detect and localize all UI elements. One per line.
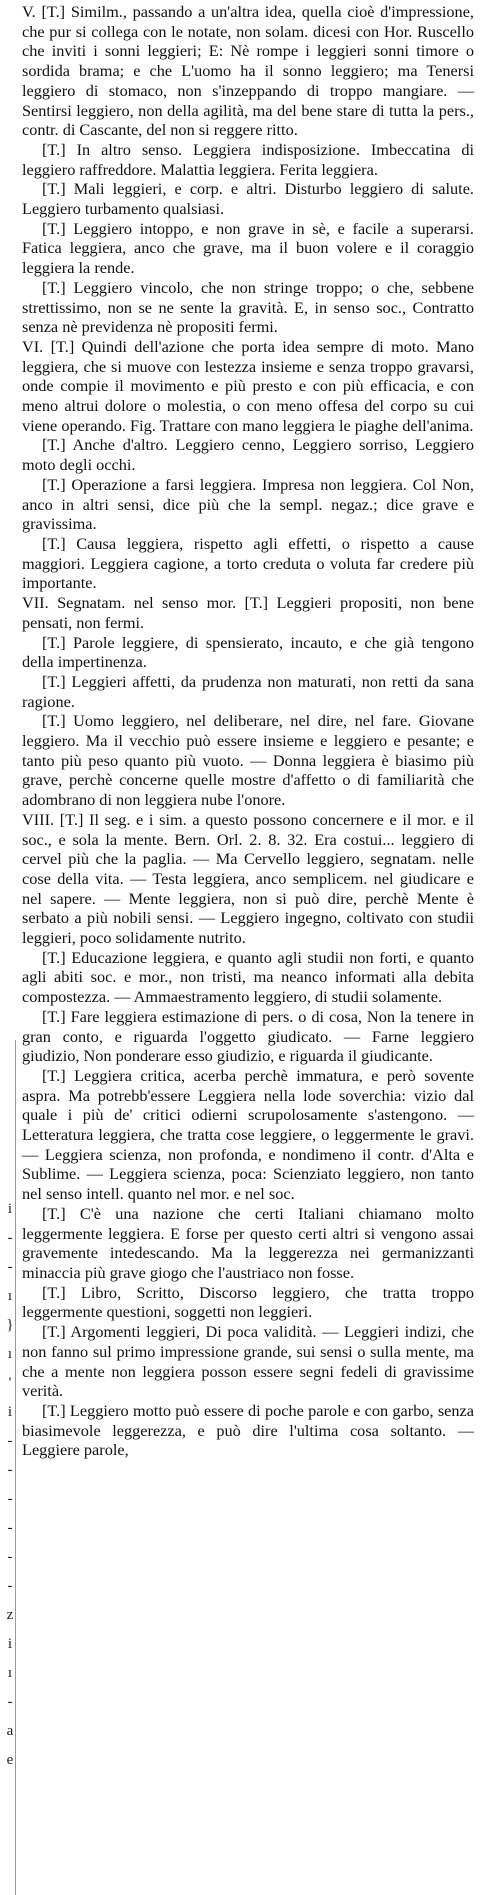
entry-section-v: V. [T.] Similm., passando a un'altra idea, quella cioè d'impressione, che pur si collega con le notate, non solam. dicesi con Hor. Ruscello che inviti i sonni leggieri; E: Nè rompe i leggieri sonni timore o sordida brama; e che L'uomo ha il sonno leggiero; ma Tenersi leggiero di stomaco, non s'inzeppando di troppo mangiare. — Sentirsi leggiero, non della agilità, ma del bene stare di tutta la pers., contr. di Cascante, del non si reggere ritto. [22, 2, 474, 140]
entry-paragraph: [T.] Mali leggieri, e corp. e altri. Disturbo leggiero di salute. Leggiero turbamento qualsiasi. [22, 179, 474, 219]
margin-letter: z [6, 1607, 14, 1623]
margin-letter: a [6, 1723, 14, 1739]
margin-letter: ı [7, 1346, 13, 1362]
entry-paragraph: [T.] Libro, Scritto, Discorso leggiero, che tratta troppo leggermente questioni, soggetti non leggieri. [22, 1282, 474, 1322]
margin-letter: ı [7, 1665, 13, 1681]
dictionary-column [22, 2, 474, 1460]
margin-letter: } [6, 1317, 14, 1333]
entry-section-vii: VII. Segnatam. nel senso mor. [T.] Leggieri propositi, non bene pensati, non fermi. [22, 593, 474, 632]
margin-letter: - [7, 1520, 13, 1536]
entry-paragraph: [T.] Operazione a farsi leggiera. Impresa non leggiera. Col Non, anco in altri sensi, dice più che la sempl. negaz.; dice grave e gravissima. [22, 474, 474, 534]
entry-paragraph: [T.] Leggiero motto può essere di poche parole e con garbo, senza biasimevole leggerezza, e può dire l'ultima cosa soltanto. — Leggiere parole, [22, 1400, 474, 1460]
margin-letter: ı [7, 1288, 13, 1304]
margin-letter: - [7, 1578, 13, 1594]
entry-paragraph: [T.] Fare leggiera estimazione di pers. o di cosa, Non la tenere in gran conto, e riguarda l'oggetto giudicato. — Farne leggiero giudizio, Non ponderare esso giudizio, e riguarda il giudicante. [22, 1006, 474, 1066]
margin-letter: - [7, 1491, 13, 1507]
entry-paragraph: [T.] Leggiero intoppo, e non grave in sè, e facile a superarsi. Fatica leggiera, anco che grave, ma il buon volere e il coraggio leggiera la rende. [22, 218, 474, 278]
margin-letter: - [7, 1694, 13, 1710]
entry-paragraph: [T.] Uomo leggiero, nel deliberare, nel dire, nel fare. Giovane leggiero. Ma il vecchio può essere insieme e leggiero e pesante; e tanto più peso quanto più vuoto. — Donna leggiera è biasimo più grave, perchè concerne quelle mostre d'affetto o di familiarità che adombrano di non leggiera nube l'onore. [22, 711, 474, 810]
margin-letter: - [7, 1433, 13, 1449]
margin-letter: - [7, 1462, 13, 1478]
entry-section-vi: VI. [T.] Quindi dell'azione che porta idea sempre di moto. Mano leggiera, che si muove con lestezza insieme e senza troppo gravarsi, onde compie il movimento e più presto e con più efficacia, e con meno altrui dolore o molestia, o con meno offesa del corpo su cui viene operando. Fig. Trattare con mano leggiera le piaghe dell'anima. [22, 336, 474, 435]
margin-letter: - [7, 1549, 13, 1565]
margin-letter: ' [8, 1375, 12, 1391]
entry-paragraph: [T.] Parole leggiere, di spensierato, incauto, e che già tengono della impertinenza. [22, 632, 474, 672]
margin-letter: i [7, 1636, 13, 1652]
entry-paragraph: [T.] Educazione leggiera, e quanto agli studii non forti, e quanto agli abiti soc. e mor., non tristi, ma neanco informati alla debita compostezza. — Ammaestramento leggiero, di studii solamente. [22, 947, 474, 1007]
entry-paragraph: [T.] C'è una nazione che certi Italiani chiamano molto leggermente leggiera. E forse per questo certi altri si vengono assai gravemente intedescando. Ma la leggerezza nei germanizzanti minaccia più grave giogo che l'austriaco non fosse. [22, 1203, 474, 1282]
entry-section-viii: VIII. [T.] Il seg. e i sim. a questo possono concernere e il mor. e il soc., e sola la mente. Bern. Orl. 2. 8. 32. Era costui... leggiero di cervel più che la paglia. — Ma Cervello leggiero, segnatam. nelle cose della vita. — Testa leggiera, anco semplicem. nel giudicare e nel sapere. — Mente leggiera, non si può dire, perchè Mente è serbato a più nobili sensi. — Leggiero ingegno, coltivato con studii leggieri, poco solidamente nutrito. [22, 809, 474, 948]
entry-paragraph: [T.] Leggieri affetti, da prudenza non maturati, non retti da sana ragione. [22, 671, 474, 711]
entry-paragraph: [T.] Causa leggiera, rispetto agli effetti, o rispetto a cause maggiori. Leggiera cagione, a torto creduta o voluta far credere più importante. [22, 533, 474, 593]
entry-paragraph: [T.] Leggiera critica, acerba perchè immatura, e però sovente aspra. Ma potrebb'essere Leggiera nella lode soverchia: vizio dal quale i più de' critici odierni scrupolosamente s'astengono. — Letteratura leggiera, che tratta cose leggiere, o leggermente le gravi. — Leggiera scienza, non profonda, e nondimeno il contr. d'Alta e Sublime. — Leggiera scienza, poca: Scienziato leggiero, non tanto nel senso intell. quanto nel mor. e nel soc. [22, 1065, 474, 1204]
margin-letter: i [7, 1201, 13, 1217]
margin-letter: - [7, 1230, 13, 1246]
margin-letter: - [7, 1259, 13, 1275]
entry-paragraph: [T.] Argomenti leggieri, Di poca validità. — Leggieri indizi, che non fanno sul primo impressione grande, sui sensi o sulla mente, ma che a mente non leggiera posson essere segni fedeli di gravissime verità. [22, 1322, 474, 1401]
margin-column [2, 1195, 18, 1775]
margin-letter: e [6, 1752, 14, 1768]
margin-letter: i [7, 1404, 13, 1420]
entry-paragraph: [T.] In altro senso. Leggiera indisposizione. Imbeccatina di leggiero raffreddore. Malattia leggiera. Ferita leggiera. [22, 139, 474, 179]
entry-paragraph: [T.] Anche d'altro. Leggiero cenno, Leggiero sorriso, Leggiero moto degli occhi. [22, 435, 474, 475]
entry-paragraph: [T.] Leggiero vincolo, che non stringe troppo; o che, sebbene strettissimo, non se ne sente la gravità. E, in senso soc., Contratto senza nè previdenza nè propositi fermi. [22, 277, 474, 337]
